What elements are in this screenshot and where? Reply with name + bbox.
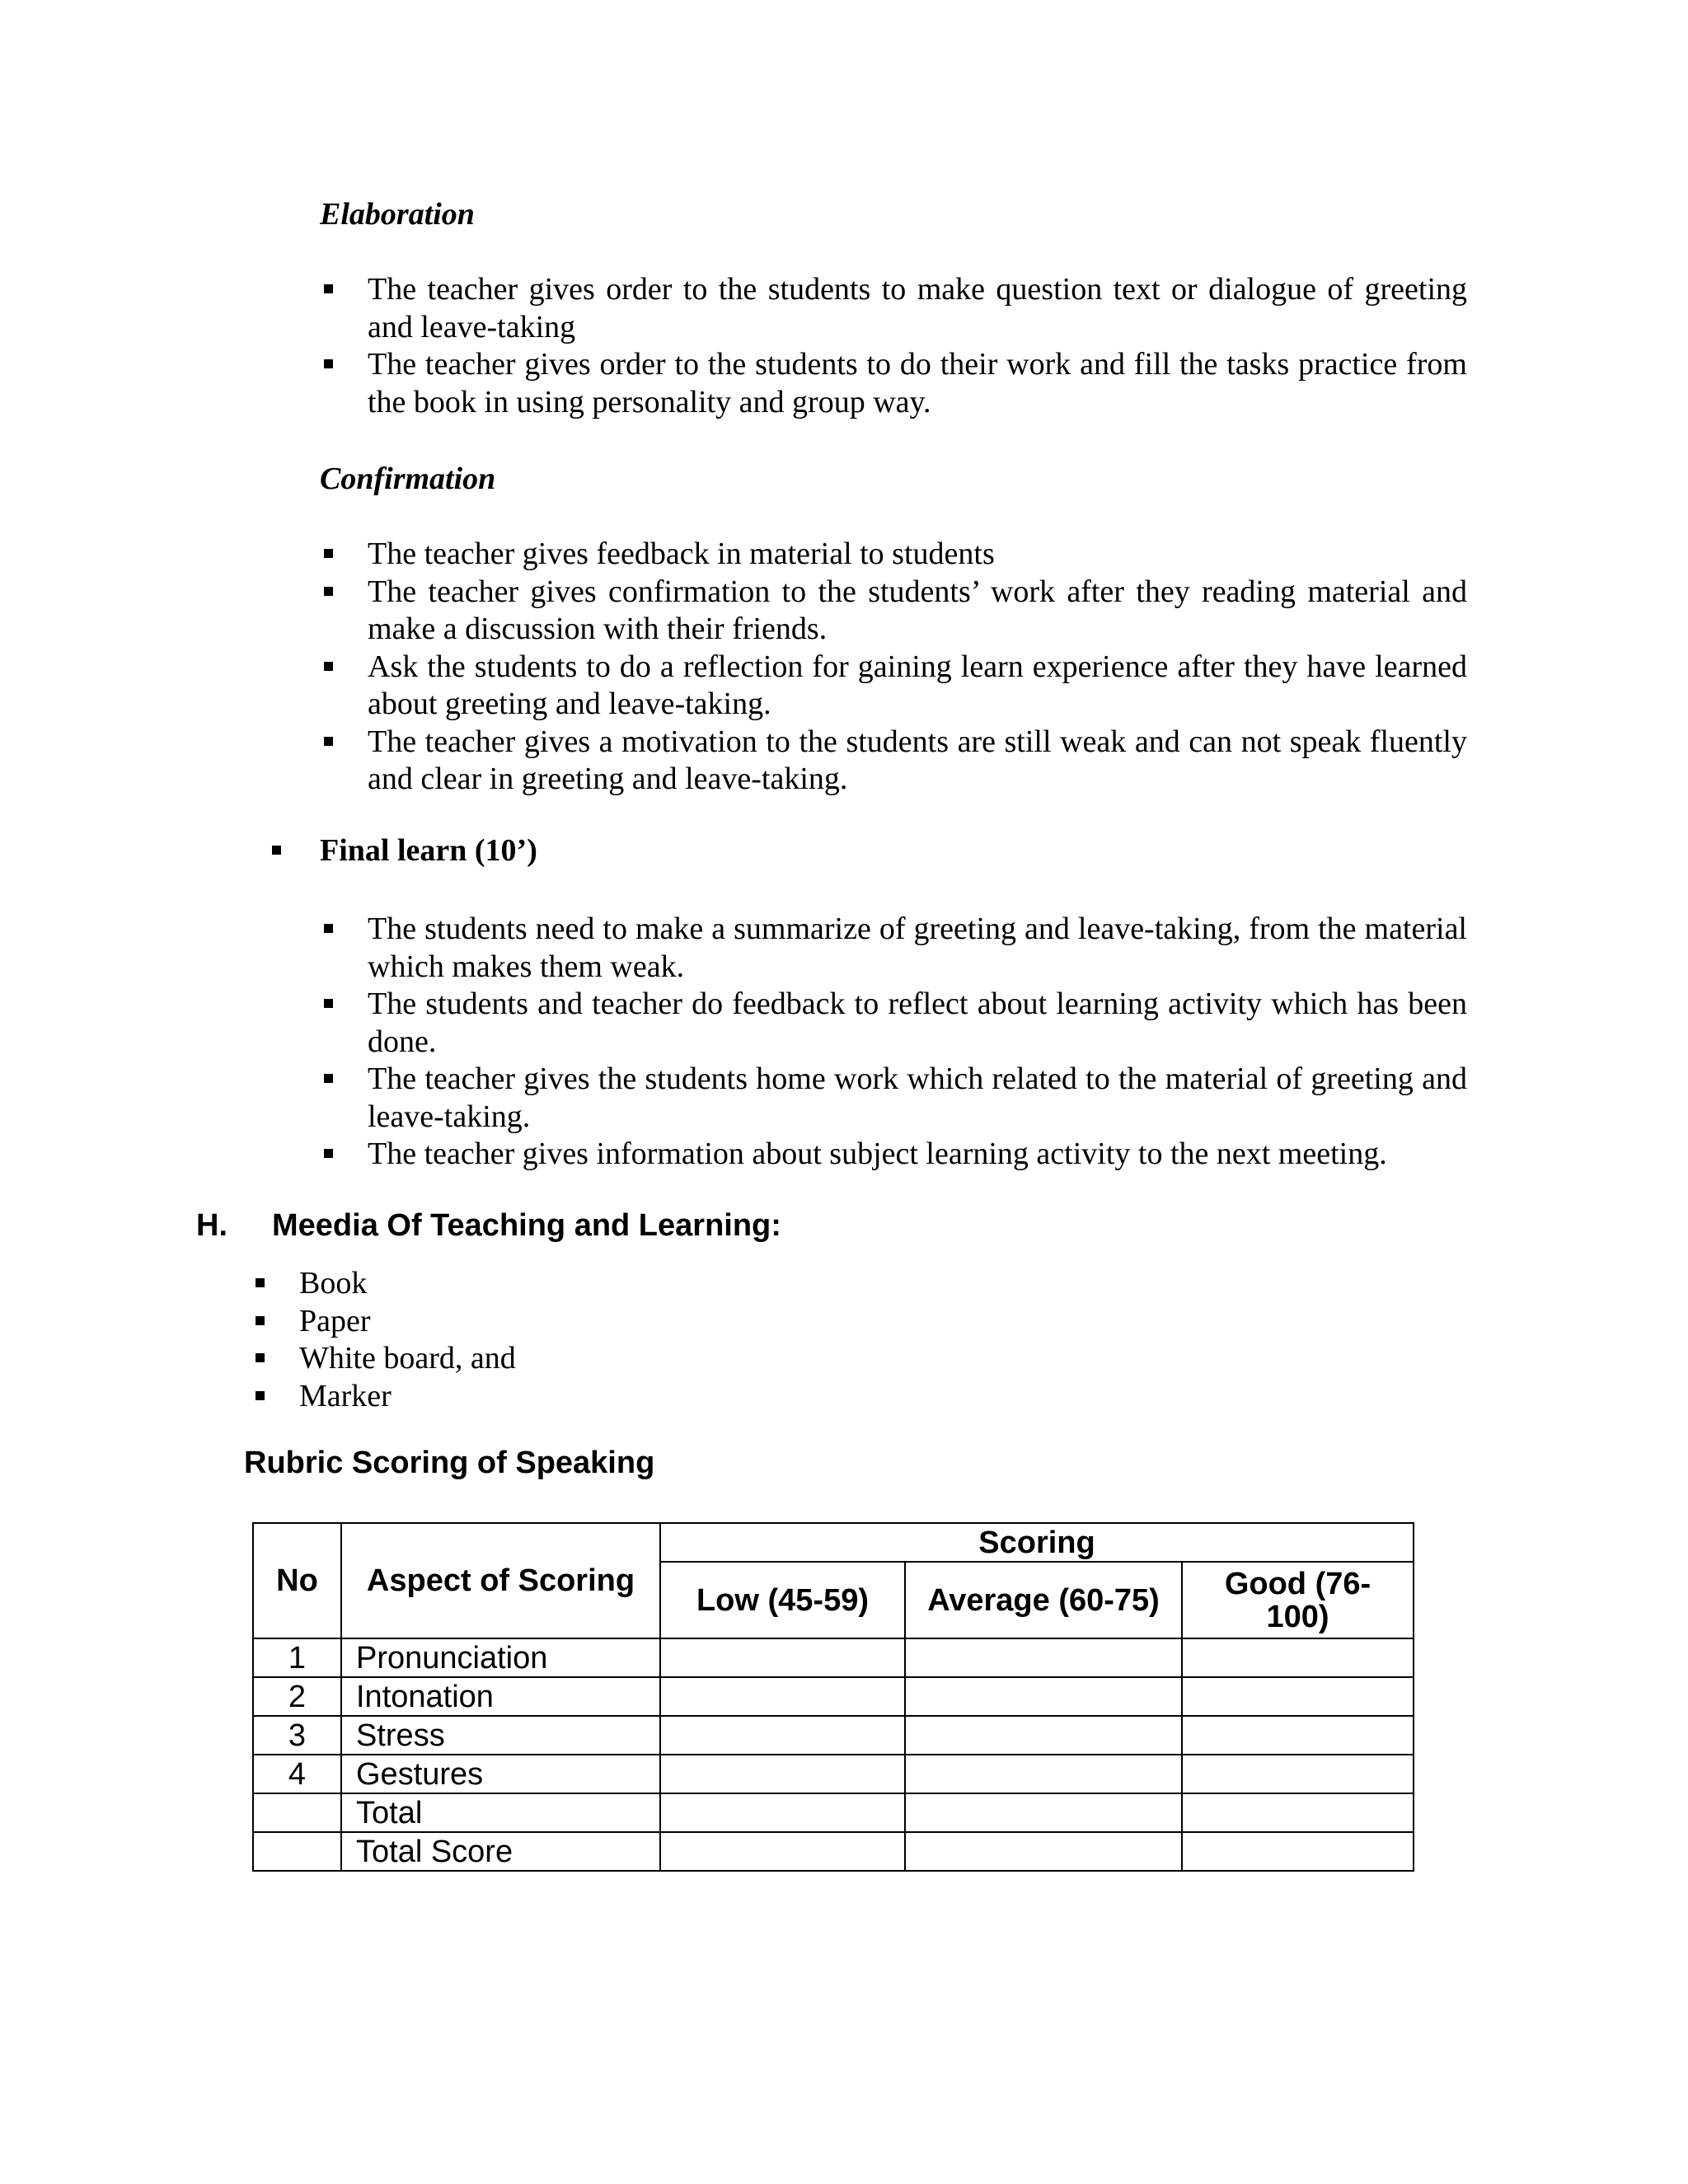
cell-average [905,1793,1182,1832]
row-no: 2 [253,1677,341,1716]
cell-good [1182,1793,1414,1832]
cell-good [1182,1716,1414,1755]
cell-average [905,1832,1182,1871]
row-aspect: Stress [341,1716,660,1755]
list-item: The students need to make a summarize of greeting and leave-taking, from the material which makes them weak. [320,911,1467,986]
row-aspect: Gestures [341,1755,660,1793]
cell-good [1182,1832,1414,1871]
row-aspect: Intonation [341,1677,660,1716]
rubric-table [252,1522,1414,1872]
cell-average [905,1677,1182,1716]
header-aspect: Aspect of Scoring [341,1523,660,1638]
list-item: The teacher gives a motivation to the students are still weak and can not speak fluently and clear in greeting and leave-taking. [320,724,1467,799]
section-h-heading [196,1208,781,1244]
table-header-row [253,1523,1414,1562]
table-row [253,1716,1414,1755]
elaboration-heading: Elaboration [320,197,475,232]
cell-low [660,1793,905,1832]
row-no: 3 [253,1716,341,1755]
confirmation-list [320,536,1467,799]
cell-low [660,1755,905,1793]
row-aspect: Total Score [341,1832,660,1871]
cell-good [1182,1755,1414,1793]
header-low: Low (45-59) [660,1562,905,1638]
list-item: The students and teacher do feedback to reflect about learning activity which has been done. [320,986,1467,1061]
cell-average [905,1638,1182,1677]
header-scoring: Scoring [660,1523,1414,1562]
row-no [253,1793,341,1832]
list-item: Book [251,1265,828,1303]
cell-low [660,1638,905,1677]
final-learn-list [320,911,1467,1174]
row-aspect: Total [341,1793,660,1832]
list-item: The teacher gives order to the students to do their work and fill the tasks practice from the book in using personality and group way. [320,346,1467,421]
cell-average [905,1755,1182,1793]
table-row [253,1677,1414,1716]
rubric-title: Rubric Scoring of Speaking [244,1446,655,1480]
row-no: 4 [253,1755,341,1793]
list-item: The teacher gives feedback in material to students [320,536,1467,574]
header-average: Average (60-75) [905,1562,1182,1638]
list-item: The teacher gives information about subject learning activity to the next meeting. [320,1136,1467,1174]
list-item: The teacher gives confirmation to the students’ work after they reading material and make a discussion with their friends. [320,574,1467,649]
row-no [253,1832,341,1871]
final-learn-title: Final learn (10’) [320,833,537,868]
list-item: Marker [251,1378,828,1416]
list-item: Ask the students to do a reflection for gaining learn experience after they have learned about greeting and leave-taking. [320,649,1467,724]
bullet-icon [272,846,281,855]
cell-good [1182,1677,1414,1716]
cell-low [660,1677,905,1716]
row-no: 1 [253,1638,341,1677]
elaboration-list [320,271,1467,421]
list-item: Paper [251,1303,828,1341]
confirmation-heading: Confirmation [320,462,496,496]
list-item: The teacher gives the students home work which related to the material of greeting and leave-taking. [320,1061,1467,1136]
media-list [251,1265,828,1415]
list-item: White board, and [251,1340,828,1378]
table-row [253,1832,1414,1871]
section-letter: H. [196,1208,227,1243]
table-row [253,1638,1414,1677]
cell-low [660,1832,905,1871]
section-title: Meedia Of Teaching and Learning: [272,1208,781,1243]
header-good: Good (76-100) [1182,1562,1414,1638]
list-item: The teacher gives order to the students to make question text or dialogue of greeting and leave-taking [320,271,1467,346]
cell-good [1182,1638,1414,1677]
header-no: No [253,1523,341,1638]
cell-average [905,1716,1182,1755]
table-row [253,1793,1414,1832]
row-aspect: Pronunciation [341,1638,660,1677]
table-row [253,1755,1414,1793]
cell-low [660,1716,905,1755]
